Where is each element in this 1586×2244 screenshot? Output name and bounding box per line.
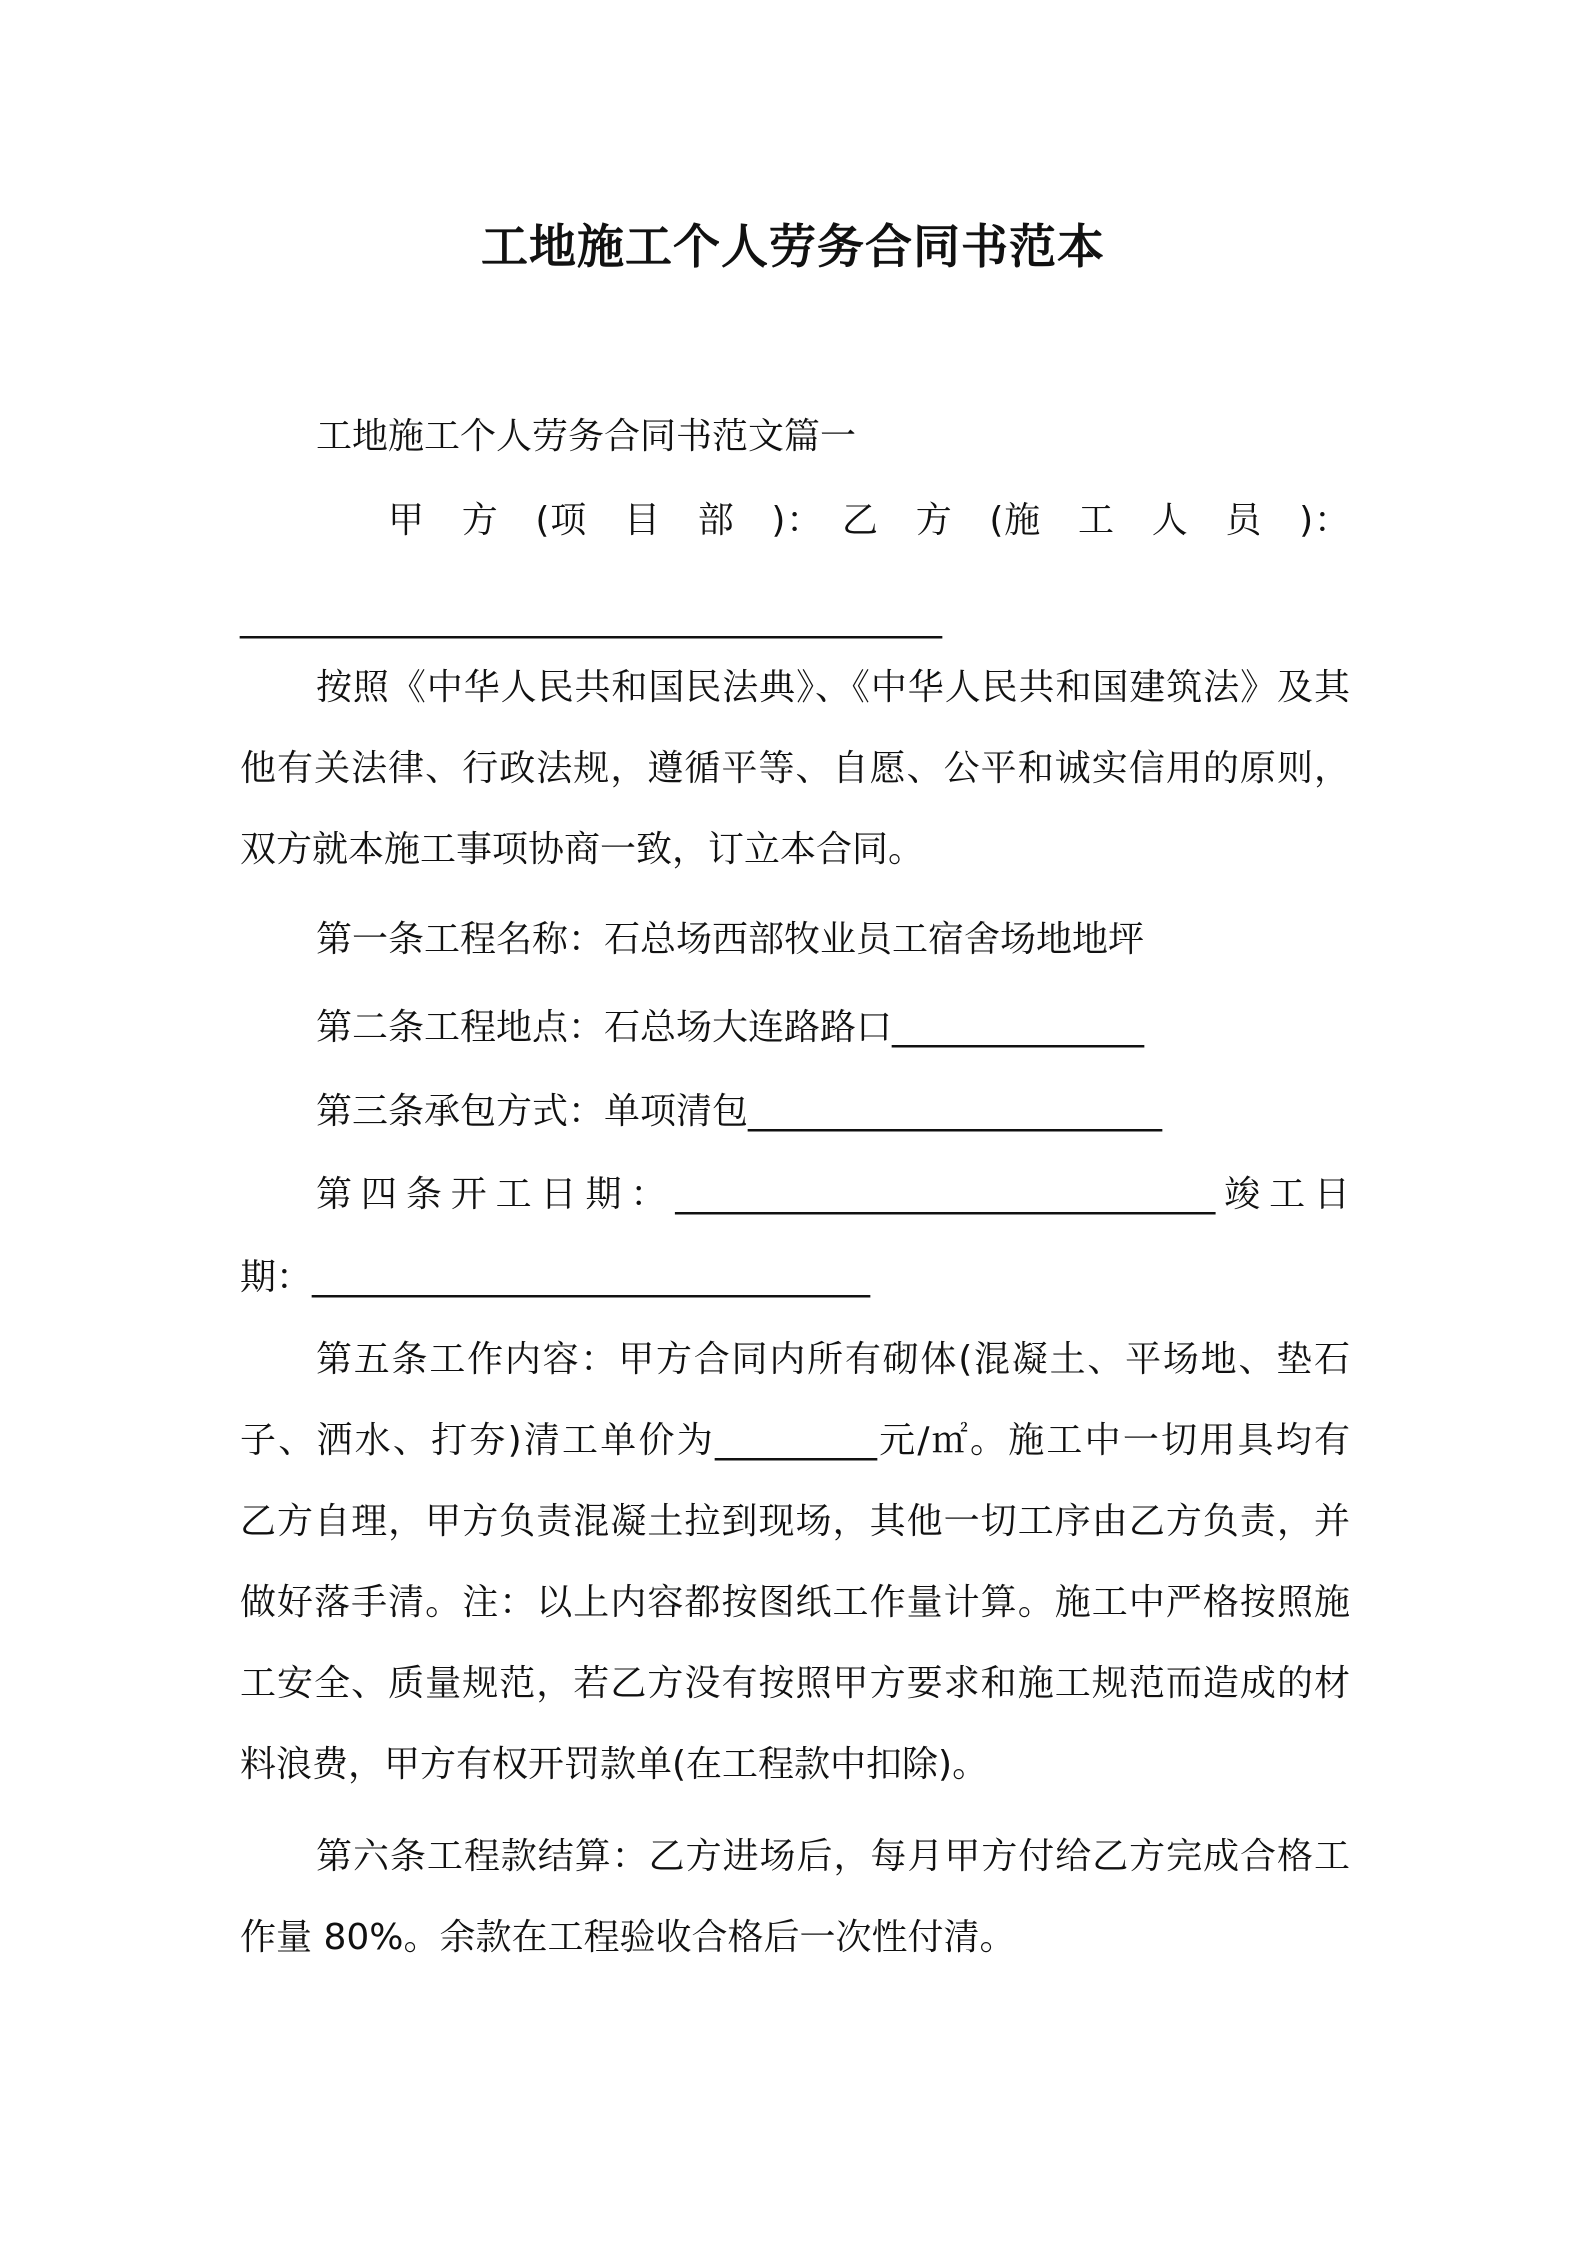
clause-payment-line: 作量 80%。余款在工程验收合格后一次性付清。 bbox=[240, 1917, 1016, 1958]
clause-contract-method: 第三条承包方式：单项清包_______________________ bbox=[316, 1091, 1163, 1132]
clause-work-content-line: 做好落手清。注：以上内容都按图纸工作量计算。施工中严格按照施 bbox=[240, 1582, 1350, 1623]
clause-work-content-line: 子、洒水、打夯)清工单价为_________元/㎡。施工中一切用具均有 bbox=[240, 1420, 1350, 1461]
clause-payment-line: 第六条工程款结算：乙方进场后，每月甲方付给乙方完成合格工 bbox=[316, 1836, 1350, 1877]
section-heading: 工地施工个人劳务合同书范文篇一 bbox=[316, 416, 857, 457]
clause-project-name: 第一条工程名称：石总场西部牧业员工宿舍场地地坪 bbox=[316, 919, 1145, 960]
document-title: 工地施工个人劳务合同书范本 bbox=[481, 220, 1105, 275]
clause-start-date: 第四条开工日期：______________________________竣工日 bbox=[316, 1174, 1350, 1215]
clause-work-content-line: 乙方自理，甲方负责混凝土拉到现场，其他一切工序由乙方负责，并 bbox=[240, 1501, 1350, 1542]
paragraph-line: 按照《中华人民共和国民法典》、《中华人民共和国建筑法》及其 bbox=[316, 667, 1350, 708]
clause-project-location: 第二条工程地点：石总场大连路路口______________ bbox=[316, 1007, 1145, 1048]
clause-work-content-line: 工安全、质量规范，若乙方没有按照甲方要求和施工规范而造成的材 bbox=[240, 1663, 1350, 1704]
signature-blank-line: _______________________________________ bbox=[240, 598, 942, 639]
clause-work-content-line: 料浪费，甲方有权开罚款单(在工程款中扣除)。 bbox=[240, 1744, 989, 1785]
parties-line: 甲 方 (项 目 部 )： 乙 方 (施 工 人 员 )： bbox=[388, 500, 1350, 541]
paragraph-line: 他有关法律、行政法规，遵循平等、自愿、公平和诚实信用的原则， bbox=[240, 748, 1350, 789]
paragraph-line: 双方就本施工事项协商一致，订立本合同。 bbox=[240, 829, 925, 870]
clause-work-content-line: 第五条工作内容：甲方合同内所有砌体(混凝土、平场地、垫石 bbox=[316, 1339, 1350, 1380]
clause-completion-date: 期：_______________________________ bbox=[240, 1257, 870, 1298]
